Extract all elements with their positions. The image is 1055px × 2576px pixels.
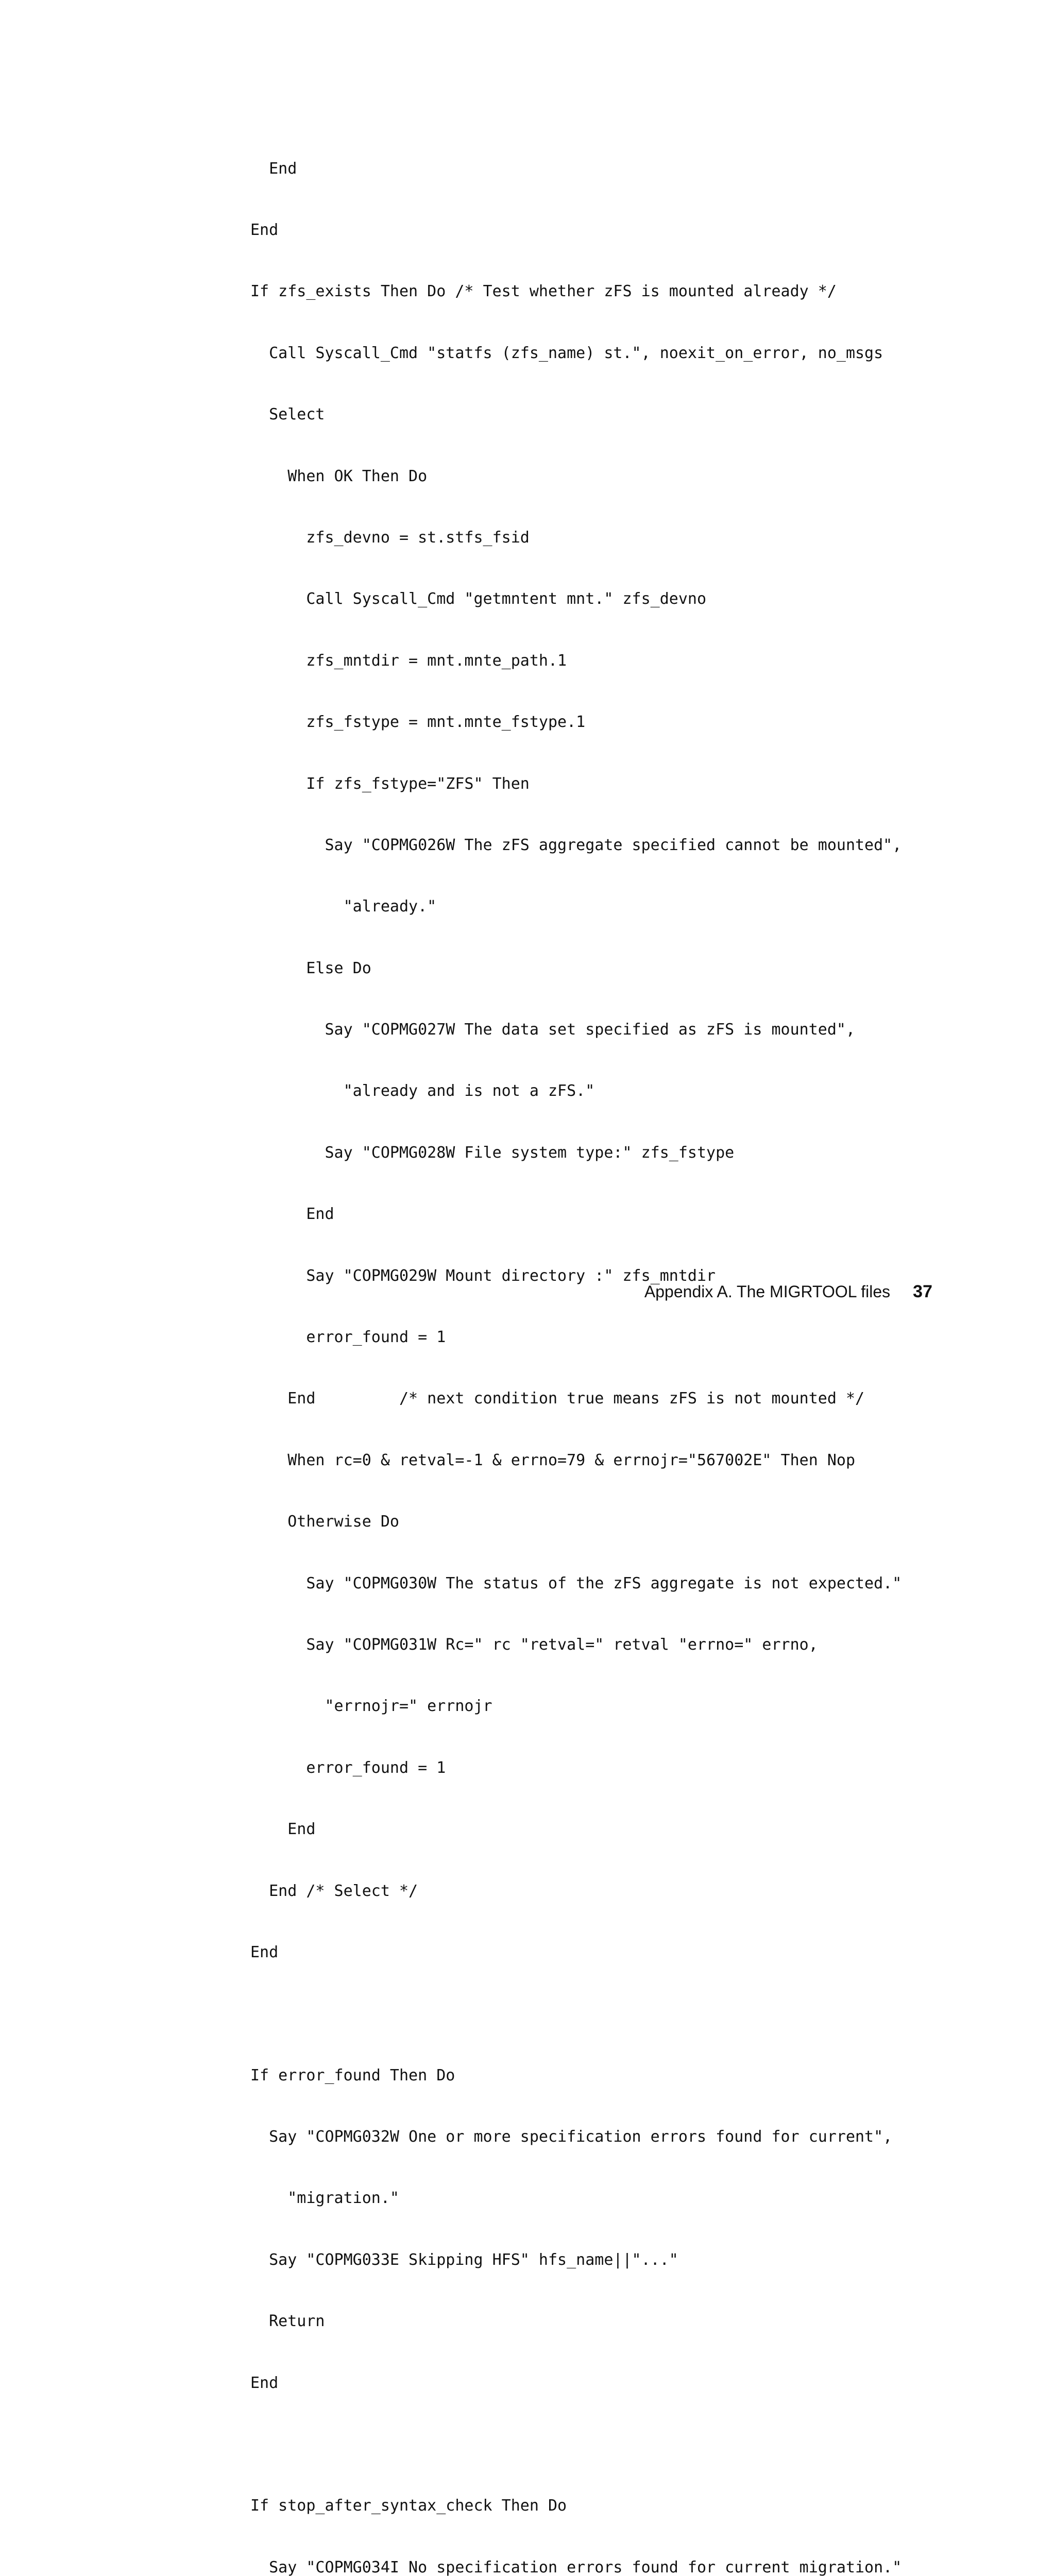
code-line: When rc=0 & retval=-1 & errno=79 & errnojr="567002E" Then Nop — [250, 1451, 855, 1469]
code-line: End /* next condition true means zFS is not mounted */ — [250, 1389, 865, 1408]
code-line: End — [250, 1820, 316, 1839]
code-line: End /* Select */ — [250, 1882, 418, 1900]
code-line: Say "COPMG029W Mount directory :" zfs_mntdir — [250, 1266, 716, 1285]
code-line: zfs_fstype = mnt.mnte_fstype.1 — [250, 713, 586, 732]
code-line: "migration." — [250, 2189, 399, 2208]
code-line: Otherwise Do — [250, 1513, 399, 1531]
code-line — [250, 2004, 901, 2024]
code-line: Else Do — [250, 959, 371, 977]
code-line: error_found = 1 — [250, 1328, 446, 1347]
code-listing — [250, 117, 901, 2576]
code-line: If zfs_fstype="ZFS" Then — [250, 774, 530, 793]
code-line: Say "COPMG030W The status of the zFS aggregate is not expected." — [250, 1574, 902, 1592]
code-line: End — [250, 1943, 279, 1961]
footer-title: Appendix A. The MIGRTOOL files — [644, 1282, 891, 1301]
code-line: Say "COPMG032W One or more specification errors found for current", — [250, 2128, 893, 2146]
code-line: Say "COPMG031W Rc=" rc "retval=" retval "errno=" errno, — [250, 1635, 818, 1654]
code-line: End — [250, 159, 297, 178]
code-line: Return — [250, 2312, 325, 2331]
code-line: "errnojr=" errnojr — [250, 1697, 492, 1716]
code-line: Select — [250, 405, 325, 424]
code-line: zfs_devno = st.stfs_fsid — [250, 528, 530, 547]
code-line: End — [250, 2374, 279, 2392]
code-line: If zfs_exists Then Do /* Test whether zFS is mounted already */ — [250, 282, 837, 301]
code-line: If error_found Then Do — [250, 2066, 455, 2084]
code-line: Say "COPMG033E Skipping HFS" hfs_name||"..." — [250, 2250, 678, 2269]
code-line: Say "COPMG034I No specification errors found for current migration." — [250, 2558, 902, 2576]
code-line: Call Syscall_Cmd "statfs (zfs_name) st.", noexit_on_error, no_msgs — [250, 344, 883, 362]
code-line: Call Syscall_Cmd "getmntent mnt." zfs_devno — [250, 590, 707, 608]
code-line: If stop_after_syntax_check Then Do — [250, 2497, 567, 2515]
code-line: Say "COPMG028W File system type:" zfs_fstype — [250, 1143, 735, 1162]
code-line: End — [250, 1205, 334, 1224]
page-footer — [0, 1282, 932, 1302]
code-line: "already and is not a zFS." — [250, 1082, 595, 1100]
code-line: Say "COPMG027W The data set specified as zFS is mounted", — [250, 1021, 855, 1039]
code-line: Say "COPMG026W The zFS aggregate specified cannot be mounted", — [250, 836, 902, 854]
code-line: zfs_mntdir = mnt.mnte_path.1 — [250, 651, 567, 670]
page-number: 37 — [913, 1282, 932, 1301]
code-line: End — [250, 221, 279, 239]
code-line: error_found = 1 — [250, 1758, 446, 1777]
code-line: When OK Then Do — [250, 467, 428, 485]
code-line — [250, 2434, 901, 2455]
code-line: "already." — [250, 897, 437, 916]
